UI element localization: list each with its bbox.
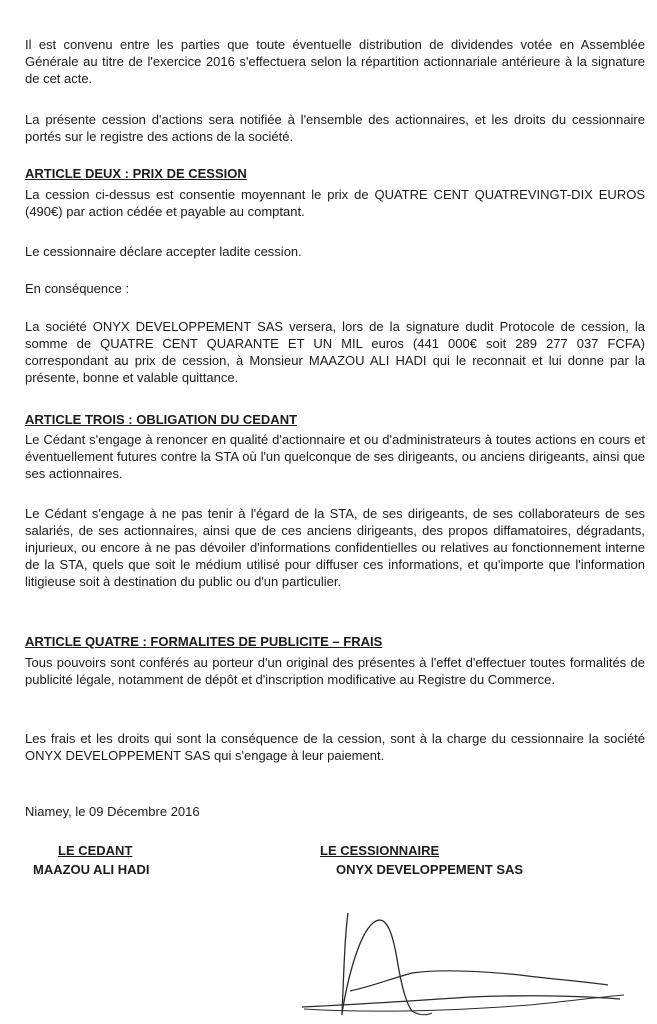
confidentiality-paragraph: Le Cédant s'engage à ne pas tenir à l'égard de la STA, de ses dirigeants, de ses collaborateurs de ses salariés, de ses actionnaires, ainsi que de ces anciens dirigeants, des propos diffamatoires, dégradants, injurieux, ou encore à ne pas dévoiler d'informations confidentielles ou relatives au fonctionnement interne de la STA, quels que soit le médium utilisé pour diffuser ces informations, et qu'importe que l'information litigieuse soit à destination du public ou d'un particulier. [25, 506, 645, 589]
dividend-paragraph: Il est convenu entre les parties que toute éventuelle distribution de dividendes votée en Assemblée Générale au titre de l'exercice 2016 s'effectuera selon la répartition actionnariale antérieure à la signature de cet acte. [25, 37, 645, 86]
renunciation-paragraph: Le Cédant s'engage à renoncer en qualité d'actionnaire et ou d'administrateurs à toutes actions en cours et éventuellement futures contre la STA où l'un quelconque de ses dirigeants, ou anciens dirigeants, ainsi que ses actionnaires. [25, 432, 645, 481]
article-quatre-heading: ARTICLE QUATRE : FORMALITES DE PUBLICITE – FRAIS [25, 634, 383, 649]
acceptance-paragraph: Le cessionnaire déclare accepter ladite cession. [25, 244, 302, 259]
payment-paragraph: La société ONYX DEVELOPPEMENT SAS versera, lors de la signature dudit Protocole de cession, la somme de QUATRE CENT QUARANTE ET UN MIL euros (441 000€ soit 289 277 037 FCFA) correspondant au prix de cession, à Monsieur MAAZOU ALI HADI qui le reconnait et lui donne par la présente, bonne et valable quittance. [25, 319, 645, 385]
formalities-paragraph: Tous pouvoirs sont conférés au porteur d'un original des présentes à l'effet d'effectuer toutes formalités de publicité légale, notamment de dépôt et d'inscription modificative au Registre du Commerce. [25, 655, 645, 687]
cedant-name: MAAZOU ALI HADI [33, 862, 150, 877]
article-deux-heading: ARTICLE DEUX : PRIX DE CESSION [25, 166, 247, 181]
cedant-label: LE CEDANT [58, 843, 133, 858]
price-paragraph: La cession ci-dessus est consentie moyennant le prix de QUATRE CENT QUATREVINGT-DIX EUROS (490€) par action cédée et payable au comptant. [25, 187, 645, 219]
handwritten-signature [290, 895, 630, 1020]
notification-paragraph: La présente cession d'actions sera notifiée à l'ensemble des actionnaires, et les droits du cessionnaire portés sur le registre des actions de la société. [25, 112, 645, 144]
place-date: Niamey, le 09 Décembre 2016 [25, 804, 200, 819]
cessionnaire-label: LE CESSIONNAIRE [320, 843, 440, 858]
fees-paragraph: Les frais et les droits qui sont la conséquence de la cession, sont à la charge du cessionnaire la société ONYX DEVELOPPEMENT SAS qui s'engage à leur paiement. [25, 731, 645, 763]
consequence-paragraph: En conséquence : [25, 281, 130, 296]
cessionnaire-name: ONYX DEVELOPPEMENT SAS [336, 862, 524, 877]
article-trois-heading: ARTICLE TROIS : OBLIGATION DU CEDANT [25, 412, 298, 427]
